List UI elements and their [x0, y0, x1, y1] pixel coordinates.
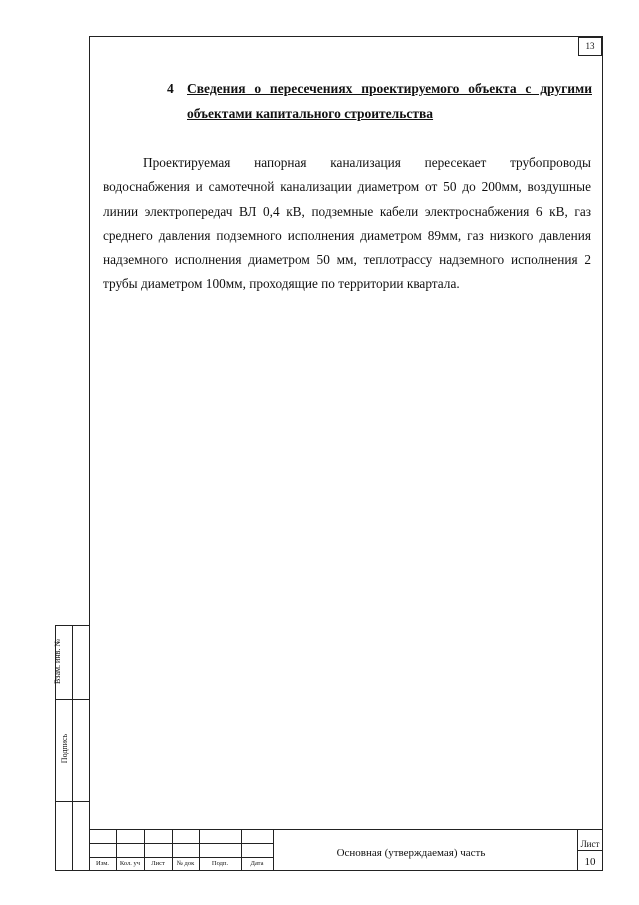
stamp-col-list: Лист: [151, 860, 165, 867]
section-number: 4: [167, 81, 174, 96]
section-title: Сведения о пересечениях проектируемого объекта с другими объектами капитального строительства: [187, 81, 592, 121]
side-strip-row-line: [56, 801, 89, 802]
stamp-col-kol-uch: Кол. уч: [119, 860, 141, 867]
sheet-number: 10: [584, 856, 596, 868]
body-paragraph: Проектируемая напорная канализация пересекает трубопроводы водоснабжения и самотечной канализации диаметром от 50 до 200мм, воздушные линии электропередач ВЛ 0,4 кВ, подземные кабели электроснабжения 6 кВ, газ среднего давления подземного исполнения диаметром 89мм, газ низкого давления надземного исполнения диаметром 50 мм, теплотрассу надземного исполнения 2 трубы диаметром 100мм, проходящие по территории квартала.: [103, 155, 591, 292]
side-strip-row-line: [56, 699, 89, 700]
sheet-label: Лист: [580, 839, 600, 849]
label-podpis: Подпись: [60, 733, 70, 764]
stamp-col-podp: Подп.: [211, 860, 229, 867]
side-strip: [55, 625, 89, 871]
document-title: Основная (утверждаемая) часть: [336, 847, 486, 859]
stamp-row-line: [577, 850, 603, 851]
stamp-col-n-dok: № док: [176, 860, 195, 867]
title-block: [89, 829, 603, 871]
label-vzam-inv: Взам. инв. №: [53, 638, 63, 685]
page-number: 13: [578, 37, 602, 56]
stamp-col-data: Дата: [250, 860, 264, 867]
side-strip-divider: [72, 626, 73, 870]
stamp-col-izm: Изм.: [96, 860, 109, 867]
